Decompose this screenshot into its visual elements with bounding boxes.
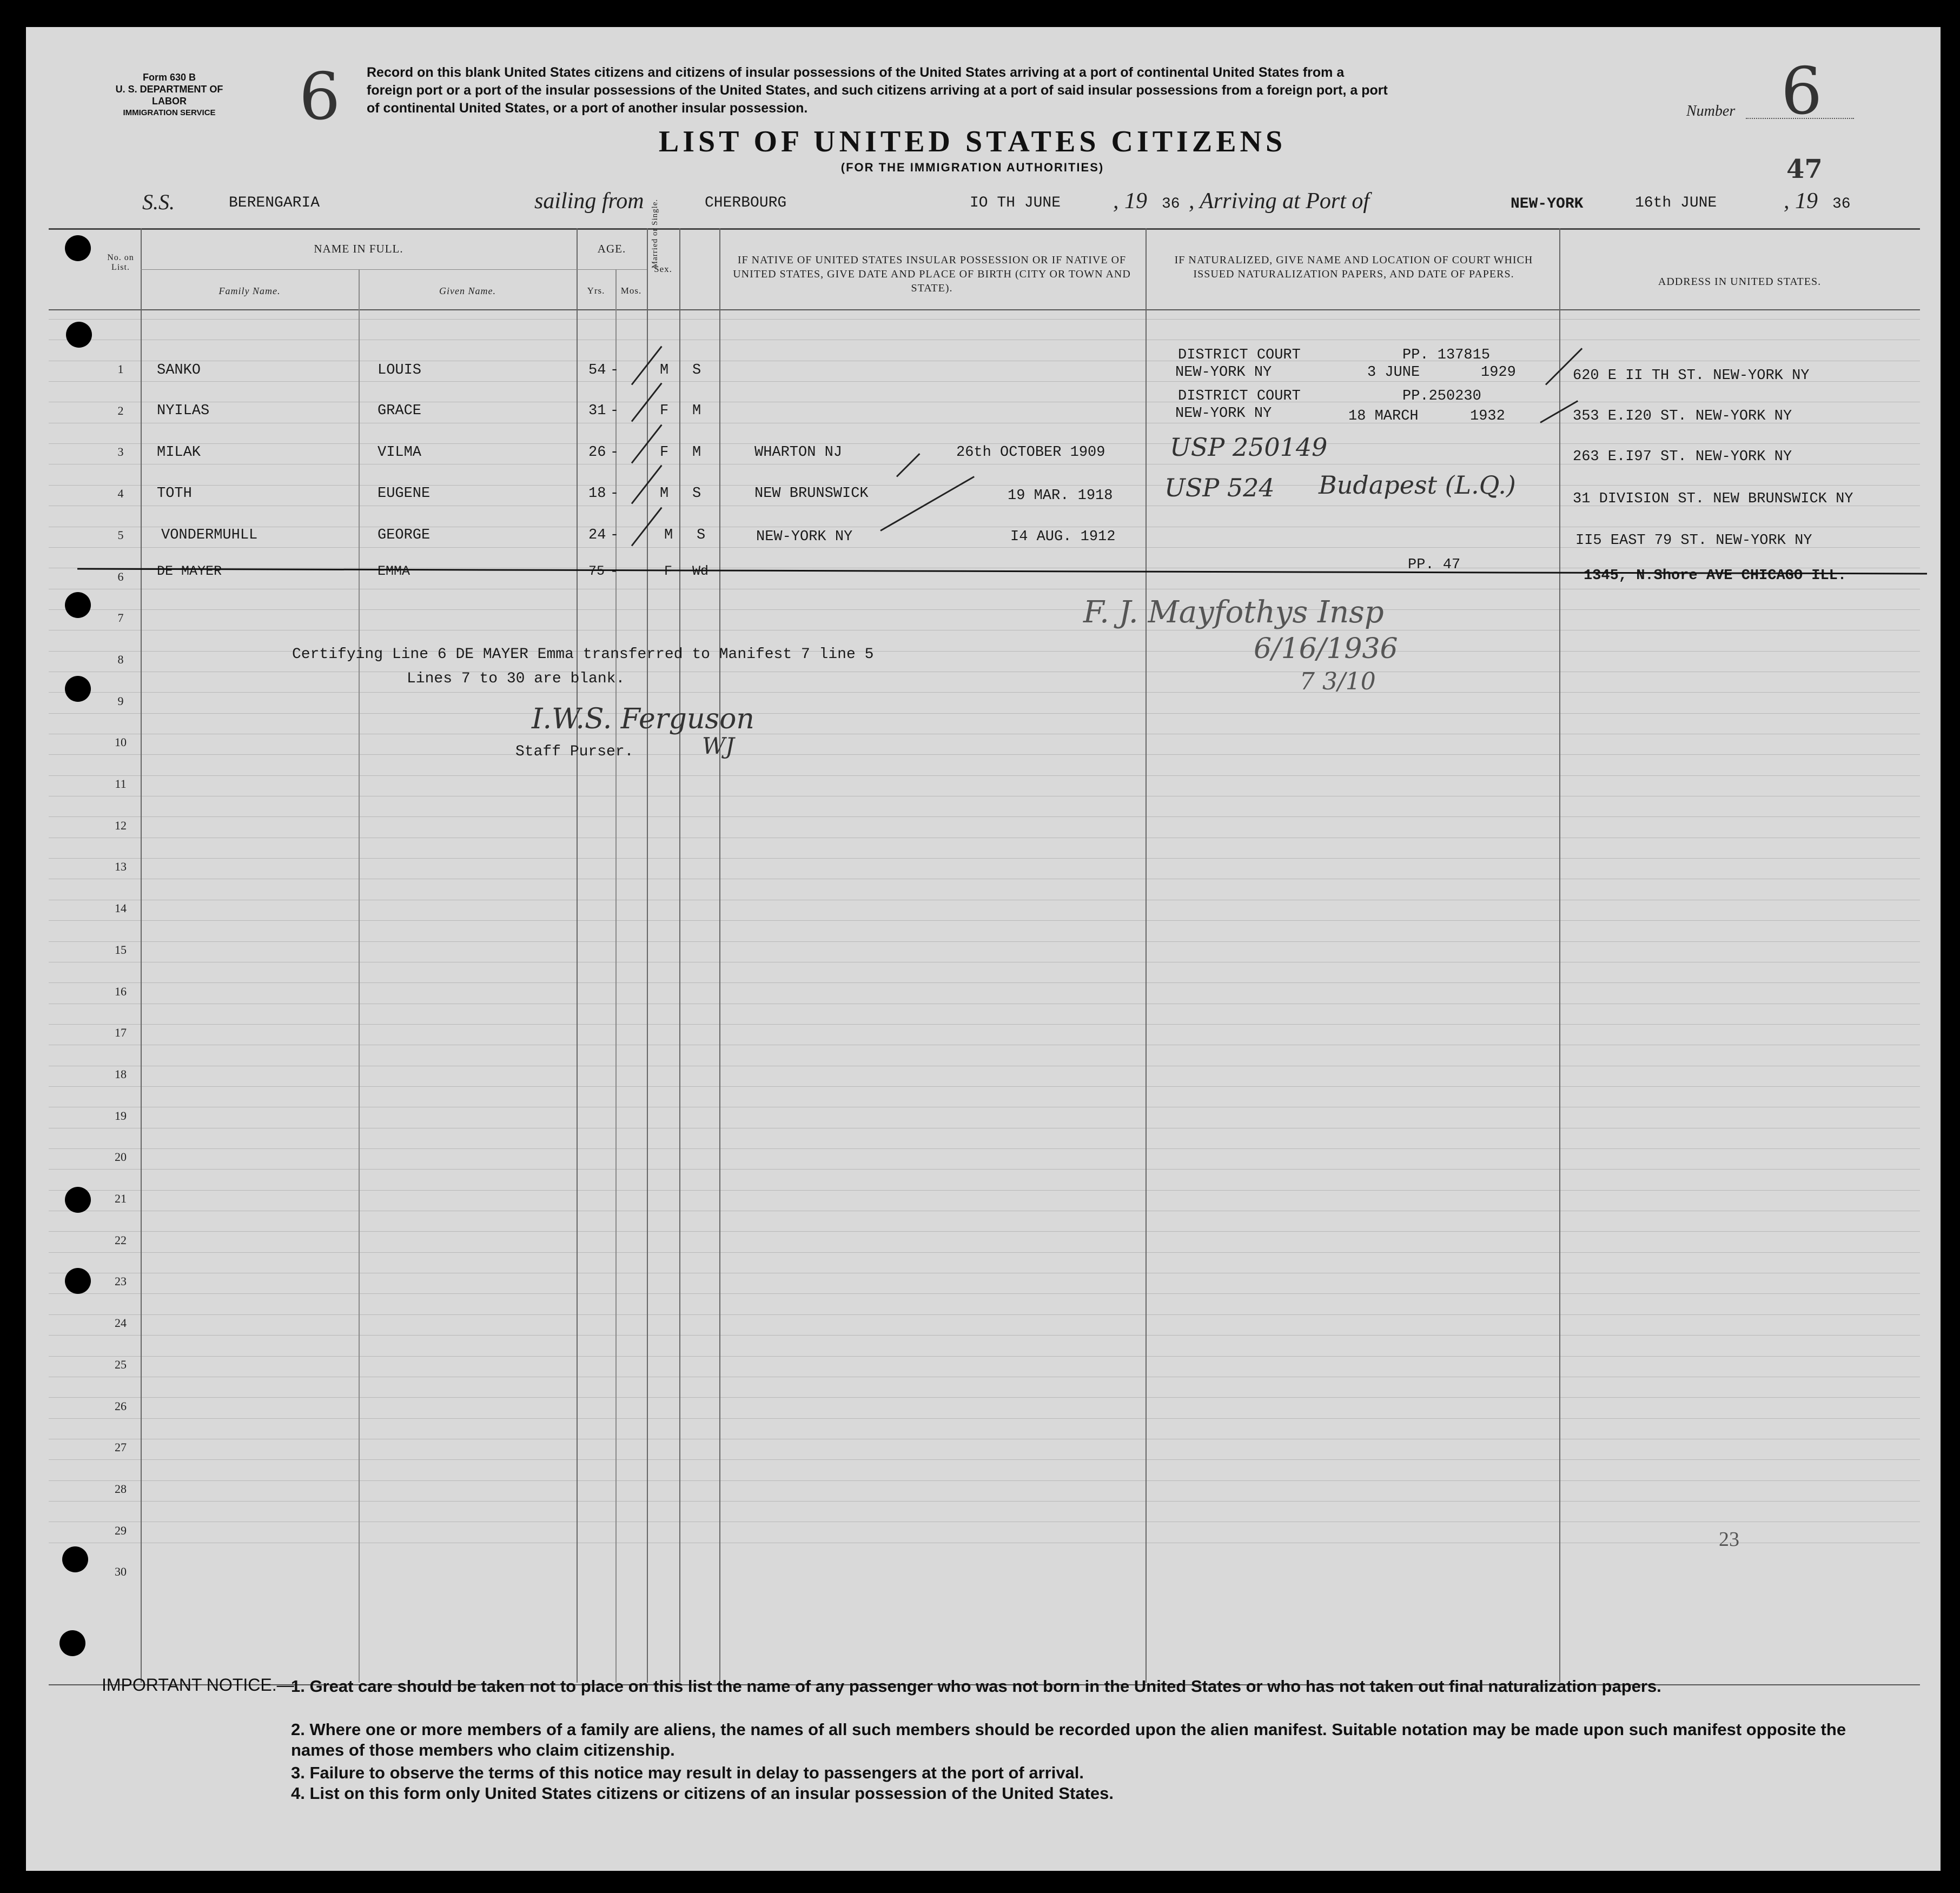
col-yrs: Yrs.	[587, 285, 605, 296]
address: 1345, N.Shore AVE CHICAGO ILL.	[1584, 568, 1847, 584]
ruled-line	[49, 1459, 1920, 1460]
ruled-line	[49, 858, 1920, 859]
subheader-line	[577, 269, 647, 270]
address: 620 E II TH ST. NEW-YORK NY	[1573, 368, 1810, 384]
ruled-line	[49, 1418, 1920, 1419]
ruled-line	[49, 1190, 1920, 1191]
paper-number: PP. 137815	[1402, 347, 1491, 363]
row-number: 27	[115, 1440, 127, 1454]
family-name: VONDERMUHLL	[161, 527, 258, 543]
ruled-line	[49, 1356, 1920, 1357]
court-location: NEW-YORK NY	[1175, 364, 1272, 381]
birth-place: NEW-YORK NY	[756, 529, 853, 545]
col-age: AGE.	[597, 242, 626, 255]
family-name: TOTH	[157, 486, 192, 502]
subheader-line	[141, 269, 577, 270]
paper-number: PP.250230	[1402, 388, 1481, 404]
sex: M	[660, 486, 669, 502]
birth-date: I4 AUG. 1912	[1010, 529, 1116, 545]
sex: M	[660, 362, 669, 378]
inspector-fraction: 7 3/10	[1300, 668, 1376, 695]
marital-status: S	[697, 527, 706, 543]
age-months: -	[610, 527, 619, 543]
row-number: 3	[117, 445, 124, 459]
row-number: 22	[115, 1233, 127, 1247]
instruction-line: Record on this blank United States citizens and citizens of insular possessions of the United States arriving at a port of continental United States from a	[367, 65, 1345, 80]
binder-hole	[59, 1630, 85, 1656]
notice-item: 1. Great care should be taken not to place on this list the name of any passenger who was not born in the United States or who has not taken out final naturalization papers.	[291, 1677, 1661, 1696]
row-number: 6	[117, 569, 124, 583]
ruled-line	[49, 692, 1920, 693]
purser-title: Staff Purser.	[515, 743, 634, 760]
col-native: IF NATIVE OF UNITED STATES INSULAR POSSESSION OR IF NATIVE OF UNITED STATES, GIVE DATE AND PLACE OF BIRTH (CITY OR TOWN AND STATE).	[733, 254, 1131, 294]
ruled-line	[49, 1231, 1920, 1232]
family-name: NYILAS	[157, 403, 210, 419]
ruled-line	[49, 443, 1920, 444]
col-line	[719, 228, 720, 1683]
row-number: 18	[115, 1067, 127, 1081]
row-number: 5	[117, 528, 124, 542]
given-name: EMMA	[378, 563, 410, 579]
sex: M	[664, 527, 673, 543]
sex: F	[660, 444, 669, 461]
paper-year: 1932	[1470, 408, 1505, 424]
col-address: ADDRESS IN UNITED STATES.	[1658, 276, 1822, 288]
row-number: 28	[115, 1482, 127, 1496]
binder-hole	[66, 322, 92, 348]
family-name: MILAK	[157, 444, 201, 461]
arrival-date: 16th JUNE	[1635, 195, 1717, 211]
row-number: 10	[115, 735, 127, 749]
ruled-line	[49, 1480, 1920, 1481]
col-sex: Sex.	[654, 264, 672, 274]
sex: F	[664, 563, 673, 579]
ruled-line	[49, 920, 1920, 921]
number-value: 6	[1781, 54, 1823, 129]
ruled-line	[49, 319, 1920, 320]
ruled-line	[49, 609, 1920, 610]
row-number: 11	[115, 777, 127, 791]
ruled-line	[49, 1335, 1920, 1336]
age-years: 18	[588, 486, 606, 502]
inspector-date: 6/16/1936	[1254, 633, 1398, 665]
ruled-line	[49, 816, 1920, 817]
marital-status: M	[692, 444, 701, 461]
col-line	[359, 269, 360, 1683]
row-number: 2	[117, 403, 124, 417]
ruled-line	[49, 1314, 1920, 1315]
row-number: 19	[115, 1108, 127, 1122]
ruled-line	[49, 775, 1920, 776]
row-number: 26	[115, 1399, 127, 1413]
age-months: -	[610, 403, 619, 419]
address: 31 DIVISION ST. NEW BRUNSWICK NY	[1573, 491, 1853, 507]
instruction-line: of continental United States, or a port of another insular possession.	[367, 101, 808, 116]
ss-label: S.S.	[142, 190, 175, 214]
given-name: EUGENE	[378, 486, 431, 502]
age-months: -	[610, 563, 619, 579]
col-no: No. on List.	[107, 253, 134, 272]
sheet-mark-right: 47	[1786, 154, 1823, 184]
row-number: 16	[115, 984, 127, 998]
col-line	[141, 228, 142, 1683]
row-number: 25	[115, 1357, 127, 1371]
col-line	[577, 228, 578, 1683]
row-number: 29	[115, 1523, 127, 1537]
page-mark: 23	[1719, 1528, 1739, 1551]
ruled-line	[49, 485, 1920, 486]
department: U. S. DEPARTMENT OF LABOR	[115, 84, 223, 107]
sex: F	[660, 403, 669, 419]
age-years: 54	[588, 362, 606, 378]
instruction-line: foreign port or a port of the insular possessions of the United States, and such citizens arriving at a port of said insular possessions from a foreign port, a port	[367, 83, 1388, 98]
ruled-line	[49, 1501, 1920, 1502]
ruled-line	[49, 1086, 1920, 1087]
address: 263 E.I97 ST. NEW-YORK NY	[1573, 449, 1792, 465]
depart-year: 36	[1162, 196, 1180, 212]
depart-date: IO TH JUNE	[970, 195, 1061, 211]
certification-line-2: Lines 7 to 30 are blank.	[407, 670, 625, 687]
row-number: 24	[115, 1316, 127, 1330]
service: IMMIGRATION SERVICE	[123, 108, 216, 117]
court-name: DISTRICT COURT	[1178, 388, 1301, 404]
from-port: CHERBOURG	[705, 195, 787, 211]
binder-hole	[65, 676, 91, 702]
paper-number: PP. 47	[1408, 557, 1461, 573]
row-number: 20	[115, 1150, 127, 1164]
ruled-line	[49, 713, 1920, 714]
col-line	[615, 269, 617, 1683]
family-name: SANKO	[157, 362, 201, 378]
row-number: 12	[115, 818, 127, 832]
inspector-signature: F. J. Mayfothys Insp	[1083, 595, 1384, 630]
given-name: GEORGE	[378, 527, 431, 543]
form-subtitle: (FOR THE IMMIGRATION AUTHORITIES)	[840, 161, 1104, 174]
arriving-label: , Arriving at Port of	[1189, 189, 1370, 214]
purser-signature: I.W.S. Ferguson	[532, 703, 754, 735]
age-years: 31	[588, 403, 606, 419]
arrival-port: NEW-YORK	[1511, 196, 1584, 212]
paper-year: 1929	[1481, 364, 1516, 381]
age-months: -	[610, 444, 619, 461]
sailing-label: sailing from	[534, 189, 644, 214]
age-months: -	[610, 362, 619, 378]
age-years: 26	[588, 444, 606, 461]
ruled-line	[49, 1024, 1920, 1025]
row-number: 14	[115, 901, 127, 915]
row-number: 15	[115, 942, 127, 957]
marital-status: Wd	[692, 563, 709, 579]
row-number: 7	[117, 611, 124, 625]
col-mos: Mos.	[620, 285, 642, 296]
birth-place: WHARTON NJ	[754, 444, 843, 461]
col-family: Family Name.	[218, 285, 281, 296]
binder-hole	[65, 592, 91, 618]
manifest-sheet	[26, 27, 1941, 1871]
given-name: VILMA	[378, 444, 422, 461]
row-number: 1	[117, 362, 124, 376]
notice-heading: IMPORTANT NOTICE.—	[102, 1675, 294, 1695]
ruled-line	[49, 1293, 1920, 1294]
col-line	[1145, 228, 1147, 1683]
family-name: DE MAYER	[157, 563, 222, 579]
col-name: NAME IN FULL.	[314, 242, 403, 255]
handwritten-note: USP 250149	[1170, 433, 1328, 462]
row-number: 13	[115, 860, 127, 874]
form-title: LIST OF UNITED STATES CITIZENS	[658, 125, 1287, 158]
notice-item: 3. Failure to observe the terms of this notice may result in delay to passengers at the port of arrival.	[291, 1763, 1084, 1782]
age-months: -	[610, 486, 619, 502]
binder-hole	[65, 1187, 91, 1213]
ruled-line	[49, 754, 1920, 755]
number-label: Number	[1686, 103, 1736, 119]
row-number: 9	[117, 694, 124, 708]
notice-item: 4. List on this form only United States citizens or citizens of an insular possession of the United States.	[291, 1784, 1114, 1803]
court-location: NEW-YORK NY	[1175, 406, 1272, 422]
year-prefix: , 19	[1113, 189, 1147, 214]
age-years: 24	[588, 527, 606, 543]
paper-date: 3 JUNE	[1367, 364, 1420, 381]
given-name: LOUIS	[378, 362, 422, 378]
row-number: 4	[117, 487, 124, 501]
col-line	[679, 228, 680, 1683]
birth-date: 19 MAR. 1918	[1008, 488, 1113, 504]
ruled-line	[49, 1252, 1920, 1253]
certification-line-1: Certifying Line 6 DE MAYER Emma transferred to Manifest 7 line 5	[292, 646, 874, 663]
row-number: 8	[117, 652, 124, 666]
arrival-year: 36	[1832, 196, 1851, 212]
address: II5 EAST 79 ST. NEW-YORK NY	[1575, 533, 1812, 549]
ruled-line	[49, 1148, 1920, 1149]
birth-date: 26th OCTOBER 1909	[956, 444, 1105, 461]
ship-name: BERENGARIA	[229, 195, 320, 211]
handwritten-note-origin: Budapest (L.Q.)	[1319, 470, 1516, 500]
arrival-year-prefix: , 19	[1784, 189, 1818, 214]
form-number: Form 630 B	[142, 72, 196, 83]
given-name: GRACE	[378, 403, 422, 419]
ruled-line	[49, 982, 1920, 983]
age-years: 75	[588, 563, 605, 579]
col-line	[1559, 228, 1560, 1683]
col-married: Married or Single.	[651, 198, 659, 269]
marital-status: S	[692, 362, 701, 378]
marital-status: S	[692, 486, 701, 502]
sheet-mark-left: 6	[299, 59, 341, 135]
handwritten-note: USP 524	[1164, 473, 1275, 502]
row-number: 21	[115, 1192, 127, 1205]
row-number: 17	[115, 1026, 127, 1040]
row-number: 30	[115, 1565, 127, 1579]
binder-hole	[65, 235, 91, 261]
purser-initials: WJ	[702, 733, 735, 759]
ruled-line	[49, 1169, 1920, 1170]
row-number: 23	[115, 1274, 127, 1288]
col-line	[647, 228, 648, 1683]
binder-hole	[62, 1546, 88, 1572]
court-name: DISTRICT COURT	[1178, 347, 1301, 363]
birth-place: NEW BRUNSWICK	[754, 486, 869, 502]
paper-date: 18 MARCH	[1348, 408, 1419, 424]
address: 353 E.I20 ST. NEW-YORK NY	[1573, 408, 1792, 424]
col-naturalized: IF NATURALIZED, GIVE NAME AND LOCATION OF COURT WHICH ISSUED NATURALIZATION PAPERS, AND DATE OF PAPERS.	[1174, 254, 1533, 280]
marital-status: M	[692, 403, 701, 419]
col-given: Given Name.	[439, 285, 496, 296]
binder-hole	[65, 1268, 91, 1294]
notice-item: 2. Where one or more members of a family are aliens, the names of all such members should be recorded upon the alien manifest. Suitable notation may be made upon such manifest opposite the names of those members who claim citizenship.	[291, 1720, 1846, 1759]
ruled-line	[49, 941, 1920, 942]
ruled-line	[49, 1397, 1920, 1398]
